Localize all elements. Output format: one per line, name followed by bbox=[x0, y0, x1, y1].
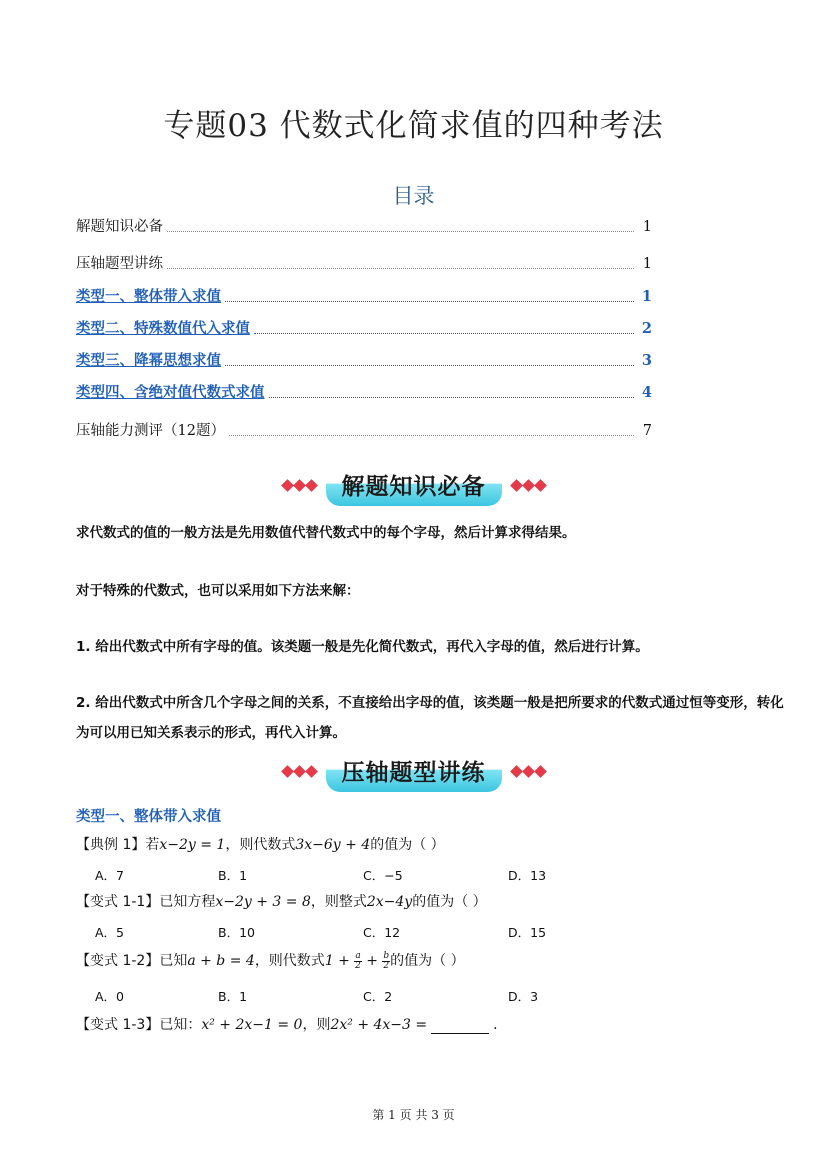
diamond-icon bbox=[512, 481, 545, 490]
toc-row[interactable] bbox=[76, 216, 652, 238]
fraction: $\frac{b}{2}$ bbox=[383, 950, 390, 971]
toc-label: 解题知识必备 bbox=[76, 219, 163, 235]
toc-page: 1 bbox=[642, 256, 652, 272]
question-variant-1-1 bbox=[76, 891, 487, 911]
toc-label: 压轴能力测评（12题） bbox=[76, 423, 225, 439]
toc-page: 2 bbox=[641, 320, 652, 337]
toc-leader bbox=[254, 332, 634, 334]
option-b[interactable]: B．1 bbox=[218, 868, 248, 883]
toc-row-link[interactable] bbox=[76, 350, 652, 372]
question-text: . bbox=[493, 1017, 498, 1033]
question-text: 已知方程 bbox=[159, 894, 216, 910]
equation: x−2y + 3 = 8 bbox=[215, 894, 311, 910]
toc-leader bbox=[225, 364, 634, 366]
page-title: 专题03 代数式化简求值的四种考法 bbox=[163, 108, 664, 144]
option-c[interactable]: C．−5 bbox=[363, 868, 403, 883]
knowledge-paragraph: 对于特殊的代数式，也可以采用如下方法来解： bbox=[76, 583, 360, 599]
page-footer: 第 1 页 共 3 页 bbox=[372, 1108, 455, 1122]
toc-row[interactable] bbox=[76, 253, 652, 275]
knowledge-paragraph: 2. 给出代数式中所含几个字母之间的关系，不直接给出字母的值，该类题一般是把所要求的代数式通过恒等变形，转化为可以用已知关系表示的形式，再代入计算。 bbox=[76, 695, 784, 741]
toc-row-link[interactable] bbox=[76, 286, 652, 308]
toc-label: 类型一、整体带入求值 bbox=[76, 288, 221, 305]
option-a[interactable]: A．5 bbox=[95, 925, 125, 940]
equation: 2x² + 4x−3 = bbox=[330, 1017, 428, 1033]
toc-leader bbox=[167, 267, 634, 269]
equation: 1 + bbox=[324, 953, 350, 969]
toc-page: 1 bbox=[642, 219, 652, 235]
diamond-icon bbox=[283, 767, 316, 776]
toc-page: 7 bbox=[642, 423, 652, 439]
banner-label: 解题知识必备 bbox=[326, 465, 502, 506]
equation: + bbox=[366, 953, 378, 969]
option-d[interactable]: D．13 bbox=[508, 868, 547, 883]
diamond-icon bbox=[512, 767, 545, 776]
option-b[interactable]: B．1 bbox=[218, 989, 248, 1004]
toc-label: 类型二、特殊数值代入求值 bbox=[76, 320, 250, 337]
question-tag: 【变式 1-3】 bbox=[76, 1017, 160, 1033]
question-tag: 【典例 1】 bbox=[76, 837, 146, 853]
toc-row[interactable] bbox=[76, 420, 652, 442]
question-variant-1-2 bbox=[76, 950, 465, 971]
option-a[interactable]: A．0 bbox=[95, 989, 125, 1004]
option-a[interactable]: A．7 bbox=[95, 868, 125, 883]
toc-row-link[interactable] bbox=[76, 318, 652, 340]
knowledge-paragraph: 求代数式的值的一般方法是先用数值代替代数式中的每个字母，然后计算求得结果。 bbox=[76, 525, 576, 541]
toc-row-link[interactable] bbox=[76, 382, 652, 404]
section-heading: 类型一、整体带入求值 bbox=[76, 809, 221, 825]
toc-label: 类型三、降幂思想求值 bbox=[76, 352, 221, 369]
question-tag: 【变式 1-2】 bbox=[76, 953, 160, 969]
question-text: ，则 bbox=[302, 1017, 331, 1033]
option-d[interactable]: D．3 bbox=[508, 989, 539, 1004]
banner-label: 压轴题型讲练 bbox=[326, 751, 502, 792]
fraction: $\frac{a}{2}$ bbox=[355, 950, 361, 971]
question-text: 的值为（ ） bbox=[370, 837, 445, 853]
toc-label: 类型四、含绝对值代数式求值 bbox=[76, 384, 265, 401]
toc-heading: 目录 bbox=[392, 184, 435, 208]
question-text: 若 bbox=[145, 837, 160, 853]
question-text: ，则代数式 bbox=[254, 953, 325, 969]
toc-page: 3 bbox=[641, 352, 652, 369]
answer-blank[interactable] bbox=[431, 1019, 489, 1034]
question-example-1 bbox=[76, 834, 445, 854]
equation: x² + 2x−1 = 0 bbox=[201, 1017, 303, 1033]
option-b[interactable]: B．10 bbox=[218, 925, 255, 940]
toc-leader bbox=[269, 396, 635, 398]
question-text: 的值为（ ） bbox=[390, 953, 465, 969]
section-banner-practice bbox=[0, 750, 827, 792]
question-text: 的值为（ ） bbox=[412, 894, 487, 910]
question-tag: 【变式 1-1】 bbox=[76, 894, 160, 910]
option-c[interactable]: C．2 bbox=[363, 989, 393, 1004]
toc-page: 4 bbox=[641, 384, 652, 401]
toc-page: 1 bbox=[641, 288, 652, 305]
section-banner-knowledge bbox=[0, 464, 827, 506]
knowledge-paragraph: 1. 给出代数式中所有字母的值。该类题一般是先化简代数式，再代入字母的值，然后进行计算。 bbox=[76, 639, 649, 655]
toc-leader bbox=[167, 230, 634, 232]
option-c[interactable]: C．12 bbox=[363, 925, 401, 940]
question-variant-1-3 bbox=[76, 1014, 498, 1034]
toc-label: 压轴题型讲练 bbox=[76, 256, 163, 272]
question-text: 已知： bbox=[159, 1017, 202, 1033]
diamond-icon bbox=[283, 481, 316, 490]
option-d[interactable]: D．15 bbox=[508, 925, 547, 940]
question-text: ，则整式 bbox=[310, 894, 367, 910]
equation: x−2y = 1 bbox=[159, 837, 226, 853]
equation: 3x−6y + 4 bbox=[295, 837, 371, 853]
equation: 2x−4y bbox=[366, 894, 413, 910]
toc-leader bbox=[229, 434, 634, 436]
toc-leader bbox=[225, 300, 634, 302]
question-text: ，则代数式 bbox=[225, 837, 296, 853]
equation: a + b = 4 bbox=[187, 953, 255, 969]
question-text: 已知 bbox=[159, 953, 188, 969]
